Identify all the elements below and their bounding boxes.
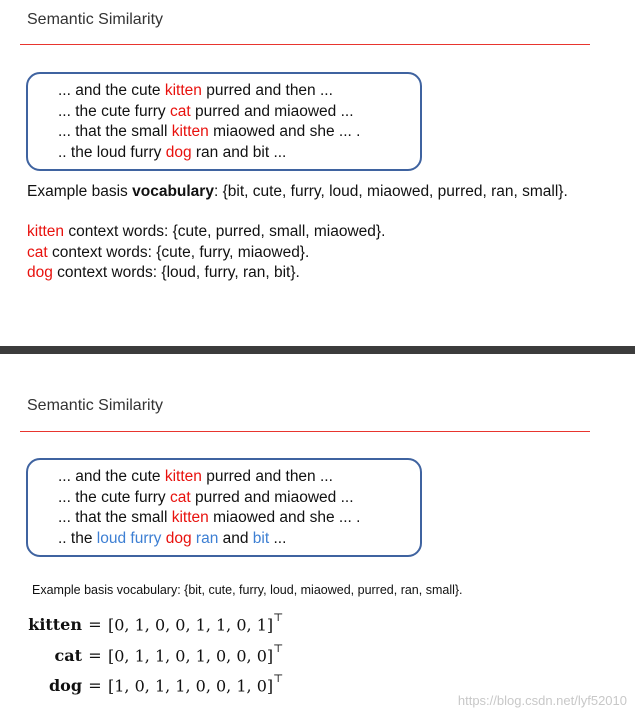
sentence-line: ... that the small kitten miaowed and she ... . (58, 123, 361, 140)
slide-1 (0, 0, 635, 346)
context-line: cat context words: {cute, furry, miaowed}. (27, 243, 310, 261)
sentence-line: ... that the small kitten miaowed and she ... . (58, 509, 361, 526)
vocabulary-line: Example basis vocabulary: {bit, cute, furry, loud, miaowed, purred, ran, small}. (32, 583, 463, 597)
vector-kitten: kitten = [0, 1, 0, 0, 1, 1, 0, 1]⊤ (28, 611, 284, 635)
watermark: https://blog.csdn.net/lyf52010 (457, 693, 627, 708)
context-words-list (27, 222, 385, 284)
example-sentences-box (26, 72, 422, 171)
context-line: kitten context words: {cute, purred, small, miaowed}. (27, 223, 386, 240)
sentence-line: ... the cute furry cat purred and miaowed ... (58, 488, 354, 506)
context-line: dog context words: {loud, furry, ran, bit}. (27, 264, 300, 281)
vector-dog: dog = [1, 0, 1, 1, 0, 0, 1, 0]⊤ (48, 672, 284, 696)
vector-cat: cat = [0, 1, 1, 0, 1, 0, 0, 0]⊤ (54, 642, 284, 666)
slide-title: Semantic Similarity (27, 11, 164, 28)
slide-2 (0, 354, 635, 716)
vocabulary-line: Example basis vocabulary: {bit, cute, furry, loud, miaowed, purred, ran, small}. (27, 183, 568, 200)
sentence-line: .. the loud furry dog ran and bit ... (58, 529, 287, 547)
sentence-line: ... and the cute kitten purred and then ... (58, 468, 333, 485)
title-underline (20, 44, 590, 45)
slide-title: Semantic Similarity (27, 397, 164, 414)
sentence-line: .. the loud furry dog ran and bit ... (58, 143, 287, 161)
example-sentences-box (26, 458, 422, 557)
title-underline (20, 431, 590, 432)
slide-separator (0, 346, 635, 354)
sentence-line: ... the cute furry cat purred and miaowed ... (58, 102, 354, 120)
sentence-line: ... and the cute kitten purred and then ... (58, 82, 333, 99)
